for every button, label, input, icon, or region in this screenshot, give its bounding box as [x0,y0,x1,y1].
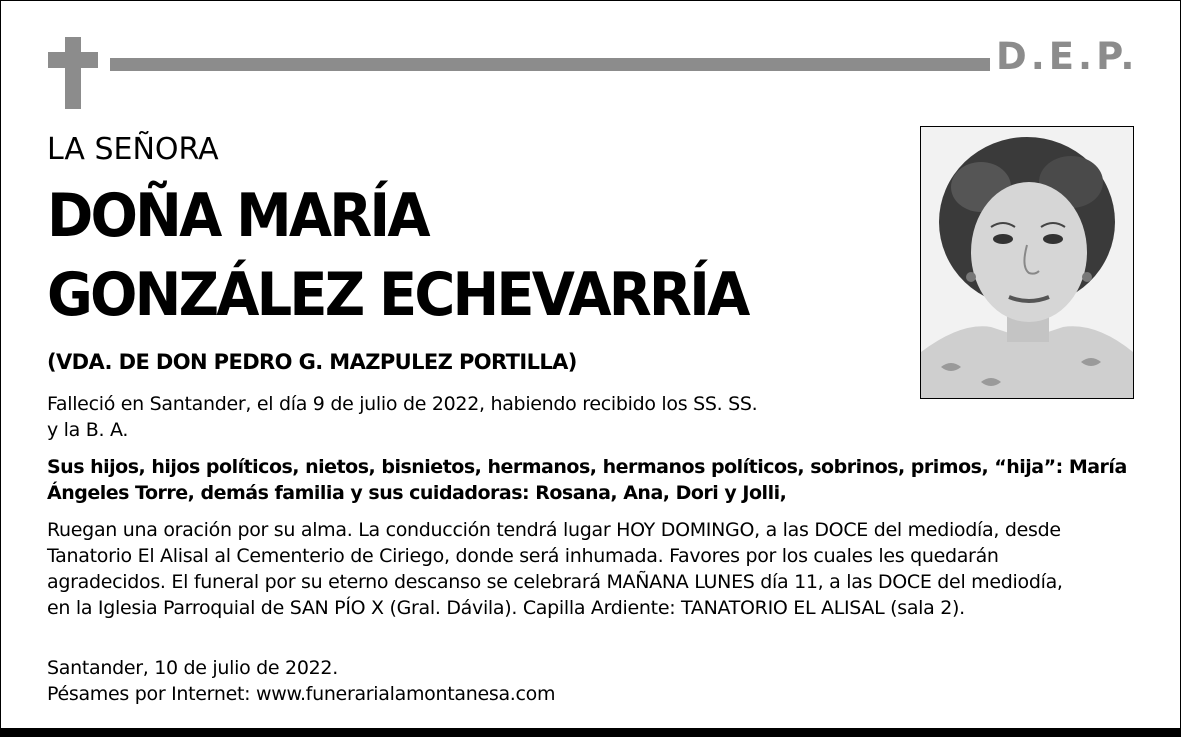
title-label: LA SEÑORA [47,132,219,167]
header-rule [110,58,990,71]
family-line1: Sus hijos, hijos políticos, nietos, bisnietos, hermanos, hermanos políticos, sobrinos, primos, “hija”: María [47,456,1127,478]
portrait-image [921,127,1133,398]
deceased-name-line1: DOÑA MARÍA [47,181,428,251]
condolences-web-link[interactable]: Pésames por Internet: www.funerarialamontanesa.com [47,683,556,705]
portrait-photo [920,126,1134,399]
funeral-line2: Tanatorio El Alisal al Cementerio de Ciriego, donde será inhumada. Favores por los cuales les quedarán [47,545,999,567]
family-line2: Ángeles Torre, demás familia y sus cuidadoras: Rosana, Ana, Dori y Jolli, [47,482,787,504]
family-list [47,454,1127,506]
funeral-line3: agradecidos. El funeral por su eterno descanso se celebrará MAÑANA LUNES día 11, a las DOCE del mediodía, [47,571,1063,593]
dep-label: D.E.P. [996,35,1139,78]
widow-note: (VDA. DE DON PEDRO G. MAZPULEZ PORTILLA) [47,350,577,374]
funeral-line4: en la Iglesia Parroquial de SAN PÍO X (Gral. Dávila). Capilla Ardiente: TANATORIO EL ALISAL (sala 2). [47,597,965,619]
funeral-line1: Ruegan una oración por su alma. La conducción tendrá lugar HOY DOMINGO, a las DOCE del mediodía, desde [47,519,1061,541]
death-notice-line1: Falleció en Santander, el día 9 de julio de 2022, habiendo recibido los SS. SS. [47,393,758,415]
death-notice-line2: y la B. A. [47,419,129,441]
funeral-details [47,517,1063,621]
death-notice [47,391,757,443]
place-date: Santander, 10 de julio de 2022. [47,657,338,679]
deceased-name-line2: GONZÁLEZ ECHEVARRÍA [47,260,748,330]
closing [47,655,555,707]
